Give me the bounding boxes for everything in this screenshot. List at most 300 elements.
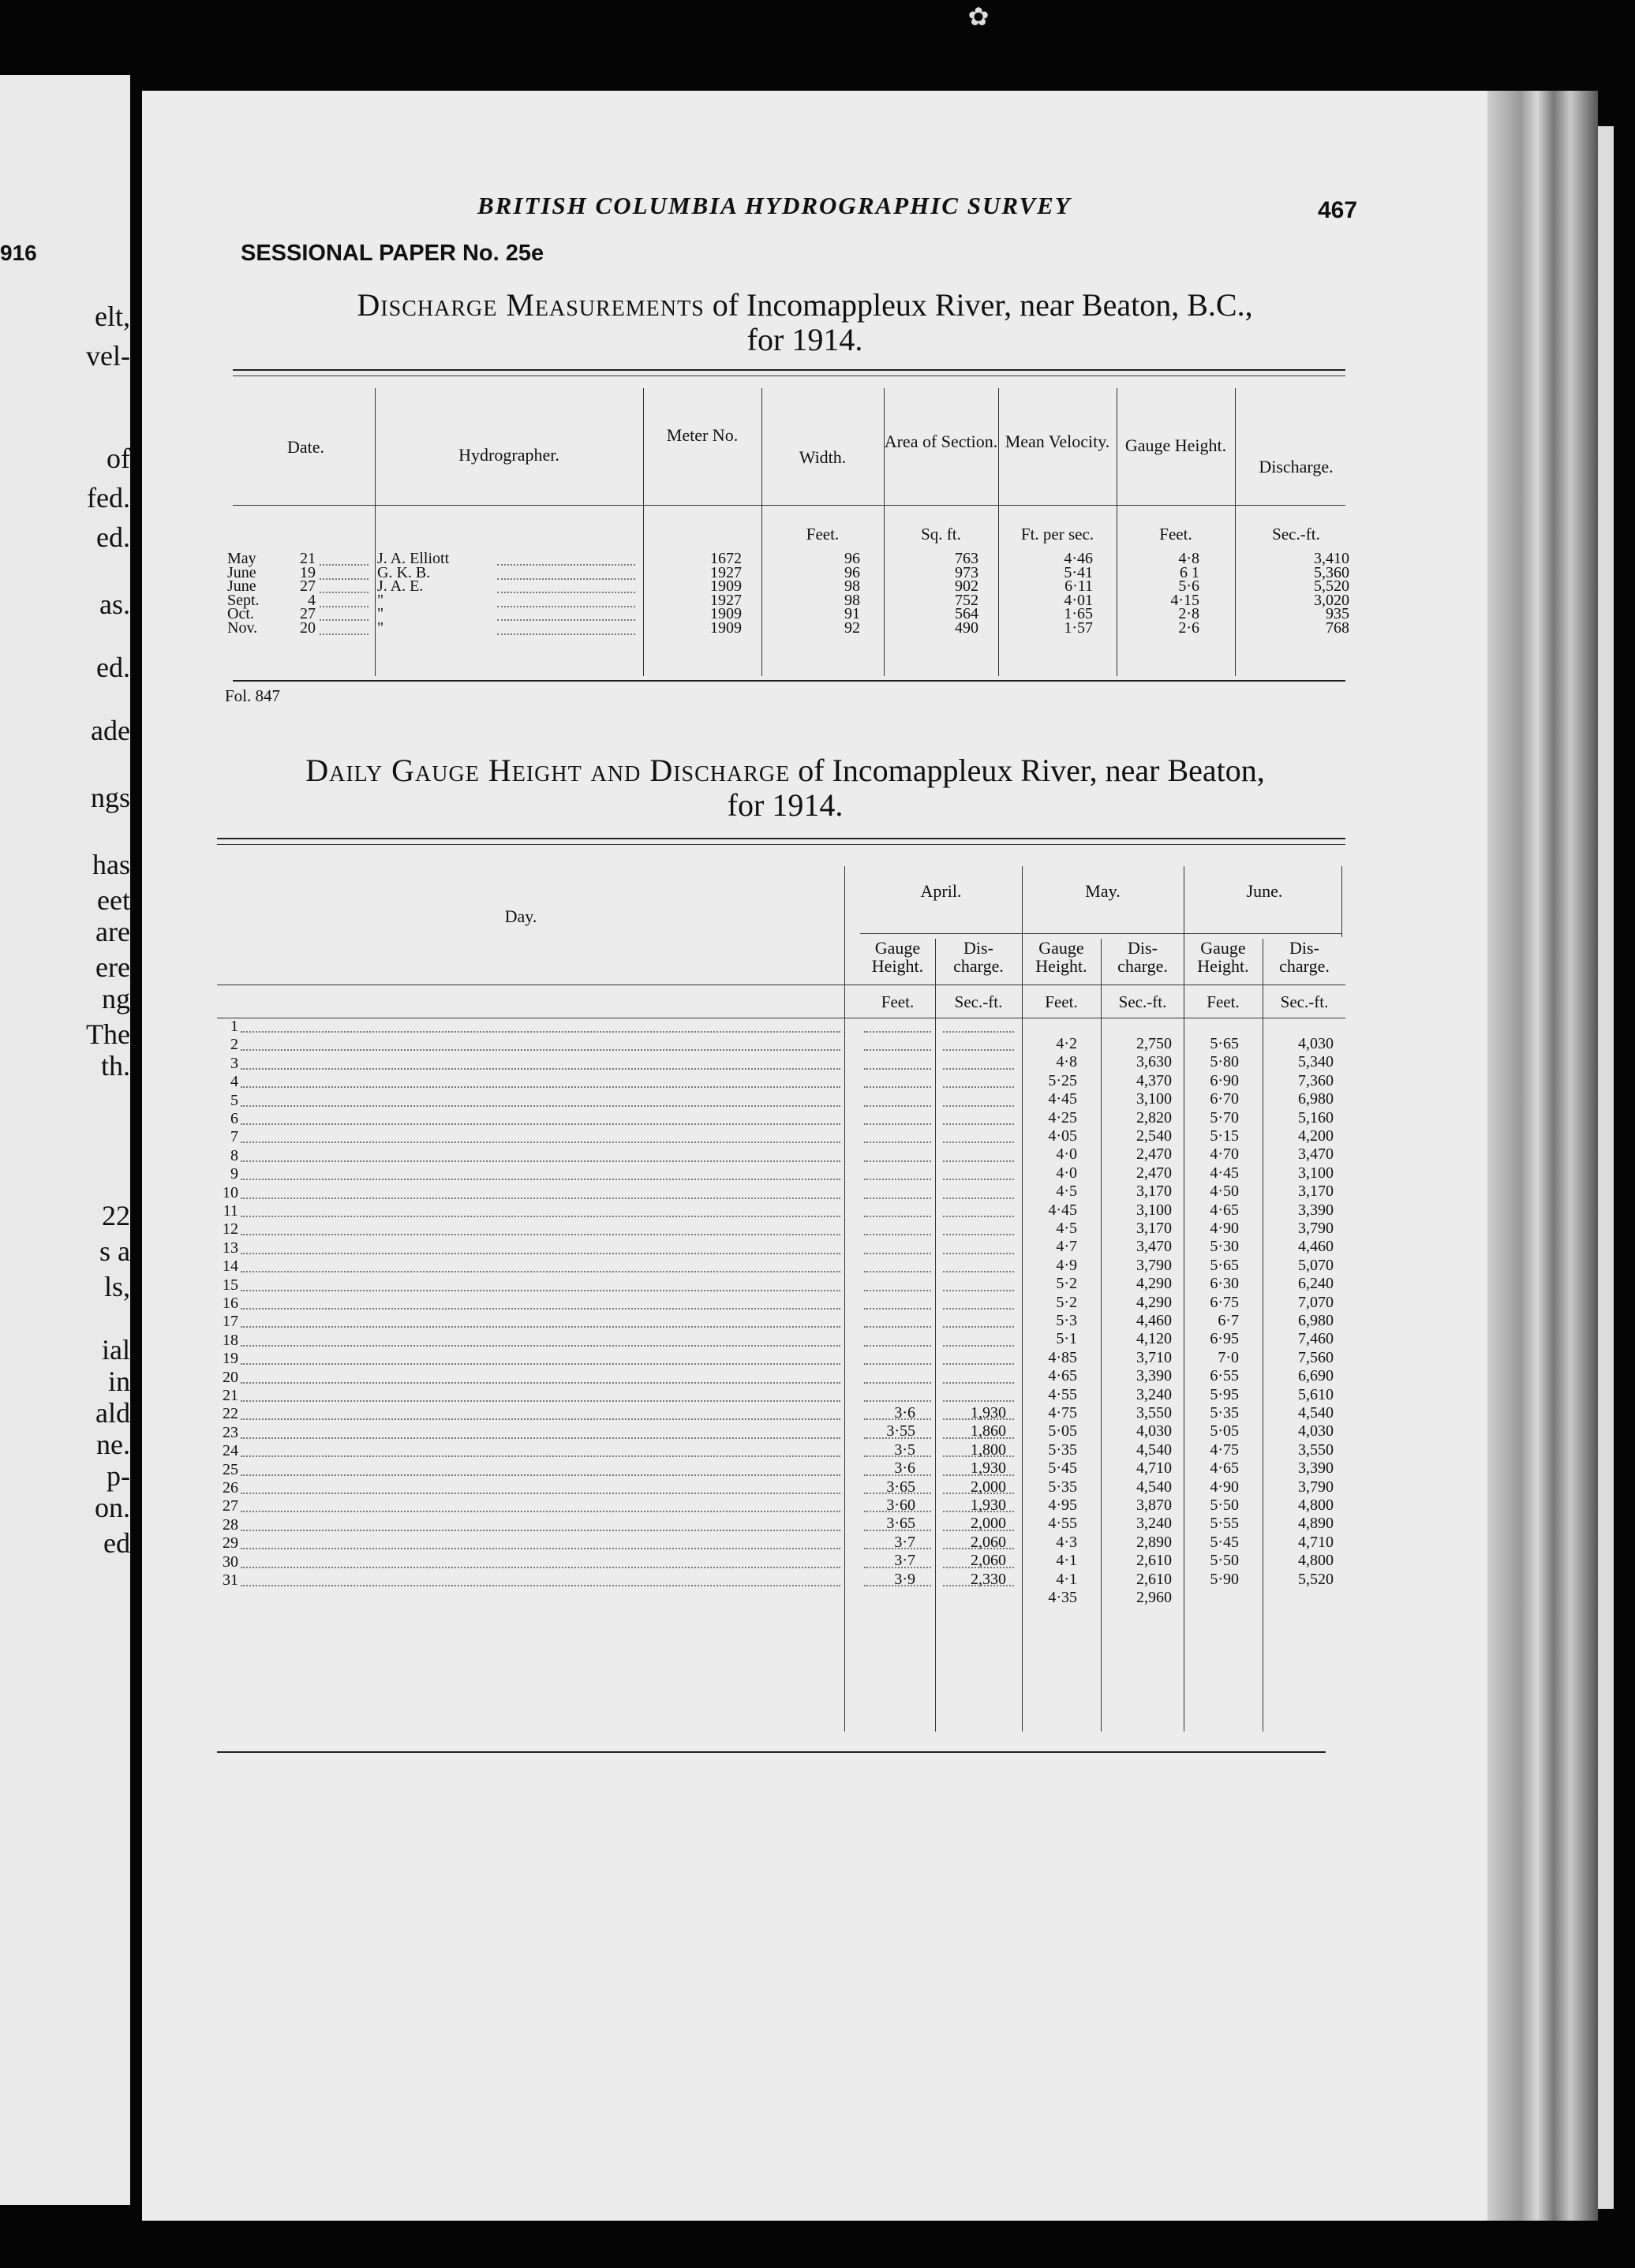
june-discharge: 4,710 <box>1298 1533 1334 1551</box>
leader-dots <box>864 1345 931 1347</box>
table2-subcolumn-divider <box>1101 939 1102 1732</box>
table2-unit-discharge: Sec.-ft. <box>1280 992 1329 1011</box>
june-gauge-height: 5·55 <box>1210 1515 1239 1533</box>
leader-dots <box>943 1474 1014 1476</box>
may-gauge-height: 5·2 <box>1056 1275 1077 1293</box>
table1-bottom-rule <box>233 680 1345 682</box>
may-discharge: 2,610 <box>1136 1552 1172 1570</box>
may-gauge-height: 4·45 <box>1048 1201 1077 1219</box>
left-page-text-fragment: on. <box>95 1492 130 1523</box>
measurement-hydrographer: J. A. E. <box>377 577 424 595</box>
table1-title-line2: for 1914. <box>746 322 863 357</box>
may-gauge-height: 4·75 <box>1048 1404 1077 1422</box>
leader-dots <box>943 1068 1014 1070</box>
may-gauge-height: 4·55 <box>1048 1385 1077 1403</box>
june-gauge-height: 6·7 <box>1218 1312 1239 1329</box>
june-gauge-height: 5·95 <box>1210 1385 1239 1403</box>
left-page-text-fragment: ial <box>102 1334 130 1366</box>
leader-dots <box>241 1141 840 1143</box>
leader-dots <box>864 1567 931 1568</box>
table1-header-hydrographer: Hydrographer. <box>458 445 559 465</box>
measurement-discharge: 5,520 <box>1314 577 1349 595</box>
may-gauge-height: 4·1 <box>1056 1570 1077 1588</box>
may-discharge: 2,820 <box>1136 1108 1172 1127</box>
measurement-day: 4 <box>308 591 316 609</box>
june-discharge: 5,610 <box>1298 1385 1334 1403</box>
may-gauge-height: 5·35 <box>1048 1440 1077 1459</box>
measurement-velocity: 1·57 <box>1064 618 1093 637</box>
leader-dots <box>497 619 635 621</box>
leader-dots <box>864 1123 931 1125</box>
table2-month-rule <box>860 933 1341 934</box>
measurement-gauge: 6 1 <box>1180 563 1199 581</box>
measurement-width: 96 <box>844 563 860 581</box>
leader-dots <box>864 1031 931 1033</box>
table2-subcolumn-divider <box>935 939 936 1732</box>
table2-right-edge <box>1341 866 1342 937</box>
leader-dots <box>241 1567 840 1568</box>
leader-dots <box>241 1530 840 1531</box>
table2-month-divider <box>844 866 845 1732</box>
measurement-gauge: 4·8 <box>1178 550 1199 567</box>
april-gauge-height: 3·65 <box>886 1478 915 1496</box>
june-gauge-height: 5·35 <box>1210 1404 1239 1422</box>
may-discharge: 3,630 <box>1136 1053 1172 1071</box>
table1-title <box>253 288 1357 357</box>
leader-dots <box>241 1548 840 1549</box>
april-discharge: 1,930 <box>971 1404 1006 1422</box>
table1-header-gauge: Gauge Height. <box>1124 435 1227 455</box>
left-page-text-fragment: vel- <box>86 340 130 372</box>
leader-dots <box>320 606 369 607</box>
measurement-hydrographer: " <box>377 618 384 637</box>
may-discharge: 4,290 <box>1136 1275 1172 1293</box>
table2-top-rule <box>217 838 1345 839</box>
june-gauge-height: 5·70 <box>1210 1108 1239 1127</box>
june-gauge-height: 5·50 <box>1210 1552 1239 1570</box>
table1-unit-area: Sq. ft. <box>921 525 961 544</box>
leader-dots <box>241 1049 840 1051</box>
leader-dots <box>864 1363 931 1365</box>
day-number: 12 <box>223 1220 238 1239</box>
june-gauge-height: 6·95 <box>1210 1330 1239 1348</box>
leader-dots <box>943 1253 1014 1254</box>
june-discharge: 6,240 <box>1298 1275 1334 1293</box>
folio-reference: Fol. 847 <box>225 686 281 705</box>
leader-dots <box>864 1455 931 1457</box>
measurement-day: 21 <box>300 550 316 567</box>
june-discharge: 4,890 <box>1298 1515 1334 1533</box>
measurement-width: 98 <box>844 577 860 595</box>
leader-dots <box>864 1234 931 1235</box>
day-number: 6 <box>230 1110 238 1127</box>
left-page-text-fragment: are <box>95 916 130 947</box>
day-number: 7 <box>230 1128 238 1146</box>
may-discharge: 2,960 <box>1136 1589 1172 1606</box>
measurement-month: June <box>227 563 256 581</box>
june-gauge-height: 4·65 <box>1210 1201 1239 1219</box>
may-discharge: 3,550 <box>1136 1404 1172 1422</box>
april-gauge-height: 3·6 <box>894 1459 915 1478</box>
day-number: 27 <box>223 1497 238 1515</box>
leader-dots <box>320 592 369 593</box>
may-gauge-height: 4·55 <box>1048 1515 1077 1533</box>
leader-dots <box>864 1198 931 1199</box>
may-discharge: 3,390 <box>1136 1367 1172 1385</box>
leader-dots <box>943 1105 1014 1107</box>
leader-dots <box>864 1530 931 1531</box>
day-number: 31 <box>223 1571 238 1589</box>
leader-dots <box>497 564 635 566</box>
table1-header-velocity: Mean Velocity. <box>1005 432 1110 451</box>
book-edge <box>1598 126 1614 2209</box>
measurement-area: 902 <box>955 577 978 595</box>
leader-dots <box>864 1141 931 1143</box>
april-discharge: 2,060 <box>971 1533 1006 1551</box>
april-discharge: 1,930 <box>971 1459 1006 1478</box>
june-gauge-height: 6·70 <box>1210 1090 1239 1108</box>
leader-dots <box>943 1530 1014 1531</box>
measurement-velocity: 4·01 <box>1064 591 1093 609</box>
table1-header-area: Area of Section. <box>884 432 998 451</box>
measurement-hydrographer: " <box>377 591 384 609</box>
leader-dots <box>864 1160 931 1162</box>
june-discharge: 5,520 <box>1298 1570 1334 1588</box>
day-number: 5 <box>230 1091 238 1109</box>
leader-dots <box>864 1308 931 1310</box>
leader-dots <box>241 1474 840 1476</box>
leader-dots <box>241 1160 840 1162</box>
april-discharge: 2,000 <box>971 1515 1006 1533</box>
june-gauge-height: 7·0 <box>1218 1348 1239 1366</box>
leader-dots <box>320 619 369 621</box>
leader-dots <box>864 1105 931 1107</box>
may-gauge-height: 4·7 <box>1056 1238 1077 1256</box>
day-number: 8 <box>230 1146 238 1164</box>
june-discharge: 3,390 <box>1298 1201 1334 1219</box>
leader-dots <box>943 1382 1014 1384</box>
leader-dots <box>943 1418 1014 1420</box>
measurement-meter: 1909 <box>710 618 742 637</box>
running-head: BRITISH COLUMBIA HYDROGRAPHIC SURVEY <box>477 192 1072 219</box>
leader-dots <box>864 1326 931 1328</box>
measurement-meter: 1927 <box>710 563 742 581</box>
leader-dots <box>241 1418 840 1420</box>
table1-header-rule <box>233 505 1345 506</box>
day-number: 25 <box>223 1460 238 1478</box>
may-gauge-height: 4·65 <box>1048 1367 1077 1385</box>
may-gauge-height: 5·25 <box>1048 1071 1077 1089</box>
table2-unit-discharge: Sec.-ft. <box>1118 992 1167 1011</box>
day-number: 29 <box>223 1534 238 1552</box>
table2-subheader-discharge: Dis- charge. <box>953 938 1004 976</box>
day-number: 18 <box>223 1331 238 1349</box>
may-discharge: 2,470 <box>1136 1164 1172 1182</box>
june-gauge-height: 5·45 <box>1210 1533 1239 1551</box>
day-number: 30 <box>223 1552 238 1571</box>
leader-dots <box>864 1253 931 1254</box>
day-number: 15 <box>223 1276 238 1294</box>
binding-ornament: ✿ <box>967 2 990 31</box>
may-gauge-height: 4·85 <box>1048 1348 1077 1366</box>
measurement-day: 27 <box>300 577 316 595</box>
leader-dots <box>864 1548 931 1549</box>
measurement-discharge: 5,360 <box>1314 563 1349 581</box>
table2-subheader-gauge: Gauge Height. <box>1197 938 1249 976</box>
measurement-area: 763 <box>955 550 978 567</box>
measurement-velocity: 5·41 <box>1064 563 1093 581</box>
leader-dots <box>864 1585 931 1586</box>
may-gauge-height: 4·5 <box>1056 1220 1077 1237</box>
day-number: 21 <box>223 1387 238 1404</box>
table1-header-meter: Meter No. <box>666 425 739 445</box>
leader-dots <box>943 1141 1014 1143</box>
left-page-text-fragment: as. <box>99 588 130 620</box>
june-gauge-height: 4·75 <box>1210 1440 1239 1459</box>
day-number: 20 <box>223 1368 238 1386</box>
may-gauge-height: 4·45 <box>1048 1090 1077 1108</box>
june-gauge-height: 4·65 <box>1210 1459 1239 1478</box>
may-discharge: 3,870 <box>1136 1496 1172 1514</box>
measurement-discharge: 935 <box>1326 605 1349 622</box>
leader-dots <box>241 1585 840 1586</box>
june-discharge: 6,690 <box>1298 1367 1334 1385</box>
left-page-text-fragment: in <box>107 1366 130 1397</box>
leader-dots <box>943 1585 1014 1586</box>
leader-dots <box>241 1290 840 1291</box>
june-discharge: 3,100 <box>1298 1164 1334 1182</box>
april-gauge-height: 3·6 <box>894 1404 915 1422</box>
measurement-meter: 1909 <box>710 577 742 595</box>
measurement-width: 92 <box>844 618 860 637</box>
day-number: 16 <box>223 1295 238 1312</box>
april-discharge: 1,930 <box>971 1496 1006 1514</box>
measurement-area: 973 <box>955 563 978 581</box>
table2-top-rule-2 <box>217 844 1345 845</box>
june-gauge-height: 4·45 <box>1210 1164 1239 1182</box>
may-discharge: 4,290 <box>1136 1293 1172 1311</box>
leader-dots <box>241 1068 840 1070</box>
table2-subheader-discharge: Dis- charge. <box>1279 938 1330 976</box>
left-page-text-fragment: p- <box>107 1460 130 1492</box>
june-gauge-height: 5·65 <box>1210 1035 1239 1052</box>
day-number: 19 <box>223 1350 238 1368</box>
left-page-text-fragment: ere <box>95 951 130 983</box>
april-discharge: 2,060 <box>971 1552 1006 1570</box>
left-page-text-fragment: eet <box>97 884 130 916</box>
table2-subheader-gauge: Gauge Height. <box>871 938 924 976</box>
june-discharge: 6,980 <box>1298 1312 1334 1329</box>
leader-dots <box>864 1474 931 1476</box>
left-page-text-fragment: ngs <box>90 782 130 813</box>
leader-dots <box>943 1234 1014 1235</box>
leader-dots <box>241 1326 840 1328</box>
measurement-width: 96 <box>844 550 860 567</box>
leader-dots <box>241 1271 840 1272</box>
day-number: 1 <box>230 1018 238 1035</box>
leader-dots <box>241 1179 840 1180</box>
day-number: 13 <box>223 1239 238 1257</box>
may-discharge: 3,240 <box>1136 1385 1172 1403</box>
day-number: 10 <box>223 1183 238 1201</box>
left-page-text-fragment: ls, <box>103 1271 130 1302</box>
leader-dots <box>320 633 369 635</box>
leader-dots <box>943 1326 1014 1328</box>
june-discharge: 6,980 <box>1298 1090 1334 1108</box>
june-discharge: 4,200 <box>1298 1127 1334 1145</box>
day-number: 23 <box>223 1423 238 1441</box>
leader-dots <box>943 1437 1014 1439</box>
leader-dots <box>497 606 635 607</box>
table1-title-rest: of Incomappleux River, near Beaton, B.C., <box>704 287 1253 323</box>
leader-dots <box>943 1123 1014 1125</box>
measurement-discharge: 3,020 <box>1314 591 1349 609</box>
may-discharge: 3,100 <box>1136 1201 1172 1219</box>
left-page-text-fragment: th. <box>100 1050 130 1082</box>
may-discharge: 3,240 <box>1136 1515 1172 1533</box>
may-gauge-height: 4·95 <box>1048 1496 1077 1514</box>
page-edge-shadow <box>1487 91 1598 2221</box>
may-discharge: 4,540 <box>1136 1478 1172 1496</box>
june-discharge: 4,800 <box>1298 1552 1334 1570</box>
june-gauge-height: 5·50 <box>1210 1496 1239 1514</box>
april-gauge-height: 3·5 <box>894 1440 915 1459</box>
leader-dots <box>241 1105 840 1107</box>
may-discharge: 3,790 <box>1136 1256 1172 1274</box>
sessional-paper-label: SESSIONAL PAPER No. 25e <box>241 241 544 266</box>
leader-dots <box>497 592 635 593</box>
leader-dots <box>943 1271 1014 1272</box>
measurement-discharge: 768 <box>1326 618 1349 637</box>
measurement-day: 19 <box>300 563 316 581</box>
april-discharge: 1,800 <box>971 1440 1006 1459</box>
april-gauge-height: 3·60 <box>886 1496 915 1514</box>
leader-dots <box>241 1253 840 1254</box>
leader-dots <box>241 1031 840 1033</box>
may-gauge-height: 5·2 <box>1056 1293 1077 1311</box>
leader-dots <box>943 1031 1014 1033</box>
june-gauge-height: 5·90 <box>1210 1570 1239 1588</box>
april-gauge-height: 3·7 <box>894 1552 915 1570</box>
leader-dots <box>943 1511 1014 1512</box>
leader-dots <box>320 578 369 580</box>
left-page-text-fragment: ng <box>102 983 130 1014</box>
left-facing-page <box>0 75 130 2205</box>
may-gauge-height: 4·3 <box>1056 1533 1077 1551</box>
june-gauge-height: 6·90 <box>1210 1071 1239 1089</box>
table2-unit-gauge: Feet. <box>1207 992 1240 1011</box>
june-discharge: 4,030 <box>1298 1035 1334 1052</box>
june-gauge-height: 6·55 <box>1210 1367 1239 1385</box>
table2-month-header: May. <box>1085 881 1121 901</box>
day-number: 11 <box>223 1202 238 1220</box>
day-number: 14 <box>223 1257 238 1276</box>
table1-unit-gauge: Feet. <box>1159 525 1192 544</box>
june-discharge: 4,540 <box>1298 1404 1334 1422</box>
may-discharge: 2,610 <box>1136 1570 1172 1588</box>
may-gauge-height: 4·05 <box>1048 1127 1077 1145</box>
june-gauge-height: 5·30 <box>1210 1238 1239 1256</box>
leader-dots <box>864 1068 931 1070</box>
left-page-text-fragment: ed. <box>96 521 130 553</box>
leader-dots <box>497 578 635 580</box>
june-gauge-height: 5·80 <box>1210 1053 1239 1071</box>
table2-subheader-gauge: Gauge Height. <box>1035 938 1087 976</box>
leader-dots <box>943 1548 1014 1549</box>
april-gauge-height: 3·7 <box>894 1533 915 1551</box>
may-discharge: 3,170 <box>1136 1220 1172 1237</box>
may-gauge-height: 5·45 <box>1048 1459 1077 1478</box>
may-discharge: 4,540 <box>1136 1440 1172 1459</box>
june-discharge: 4,800 <box>1298 1496 1334 1514</box>
measurement-width: 91 <box>844 605 860 622</box>
table1-header-discharge: Discharge. <box>1259 457 1334 476</box>
may-gauge-height: 4·0 <box>1056 1164 1077 1182</box>
leader-dots <box>320 564 369 566</box>
table1-unit-discharge: Sec.-ft. <box>1272 525 1320 544</box>
day-number: 17 <box>223 1313 238 1331</box>
measurement-area: 490 <box>955 618 978 637</box>
left-page-text-fragment: ed. <box>96 652 130 683</box>
may-discharge: 2,540 <box>1136 1127 1172 1145</box>
measurement-area: 752 <box>955 591 978 609</box>
may-gauge-height: 4·9 <box>1056 1256 1077 1274</box>
may-gauge-height: 4·5 <box>1056 1183 1077 1201</box>
left-page-text-fragment: ald <box>95 1397 130 1429</box>
measurement-gauge: 2·8 <box>1178 605 1199 622</box>
measurement-hydrographer: J. A. Elliott <box>377 550 450 567</box>
left-page-text-fragment: of <box>107 443 130 474</box>
table1-title-smallcaps: Discharge Measurements <box>357 287 705 323</box>
leader-dots <box>864 1400 931 1402</box>
leader-dots <box>241 1493 840 1494</box>
measurement-meter: 1927 <box>710 591 742 609</box>
leader-dots <box>943 1308 1014 1310</box>
may-discharge: 4,030 <box>1136 1422 1172 1440</box>
measurement-velocity: 1·65 <box>1064 605 1093 622</box>
june-discharge: 3,470 <box>1298 1145 1334 1164</box>
april-gauge-height: 3·9 <box>894 1570 915 1588</box>
may-gauge-height: 4·8 <box>1056 1053 1077 1071</box>
measurement-meter: 1909 <box>710 605 742 622</box>
june-gauge-height: 5·15 <box>1210 1127 1239 1145</box>
leader-dots <box>943 1049 1014 1051</box>
measurement-month: Sept. <box>227 591 260 609</box>
april-gauge-height: 3·65 <box>886 1515 915 1533</box>
may-discharge: 4,460 <box>1136 1312 1172 1329</box>
day-number: 22 <box>223 1405 238 1423</box>
may-gauge-height: 5·35 <box>1048 1478 1077 1496</box>
measurement-discharge: 3,410 <box>1314 550 1349 567</box>
table2-day-header: Day. <box>504 906 537 926</box>
leader-dots <box>943 1567 1014 1568</box>
may-discharge: 4,710 <box>1136 1459 1172 1478</box>
left-page-text-fragment: elt, <box>95 301 130 332</box>
leader-dots <box>943 1290 1014 1291</box>
leader-dots <box>241 1382 840 1384</box>
june-discharge: 7,360 <box>1298 1071 1334 1089</box>
table2-title <box>213 753 1357 823</box>
june-gauge-height: 5·65 <box>1210 1256 1239 1274</box>
table1-top-rule <box>233 369 1345 371</box>
page-number: 467 <box>1318 197 1358 223</box>
leader-dots <box>943 1160 1014 1162</box>
may-gauge-height: 5·05 <box>1048 1422 1077 1440</box>
leader-dots <box>241 1400 840 1402</box>
measurement-month: June <box>227 577 256 595</box>
may-discharge: 4,370 <box>1136 1071 1172 1089</box>
june-gauge-height: 6·30 <box>1210 1275 1239 1293</box>
